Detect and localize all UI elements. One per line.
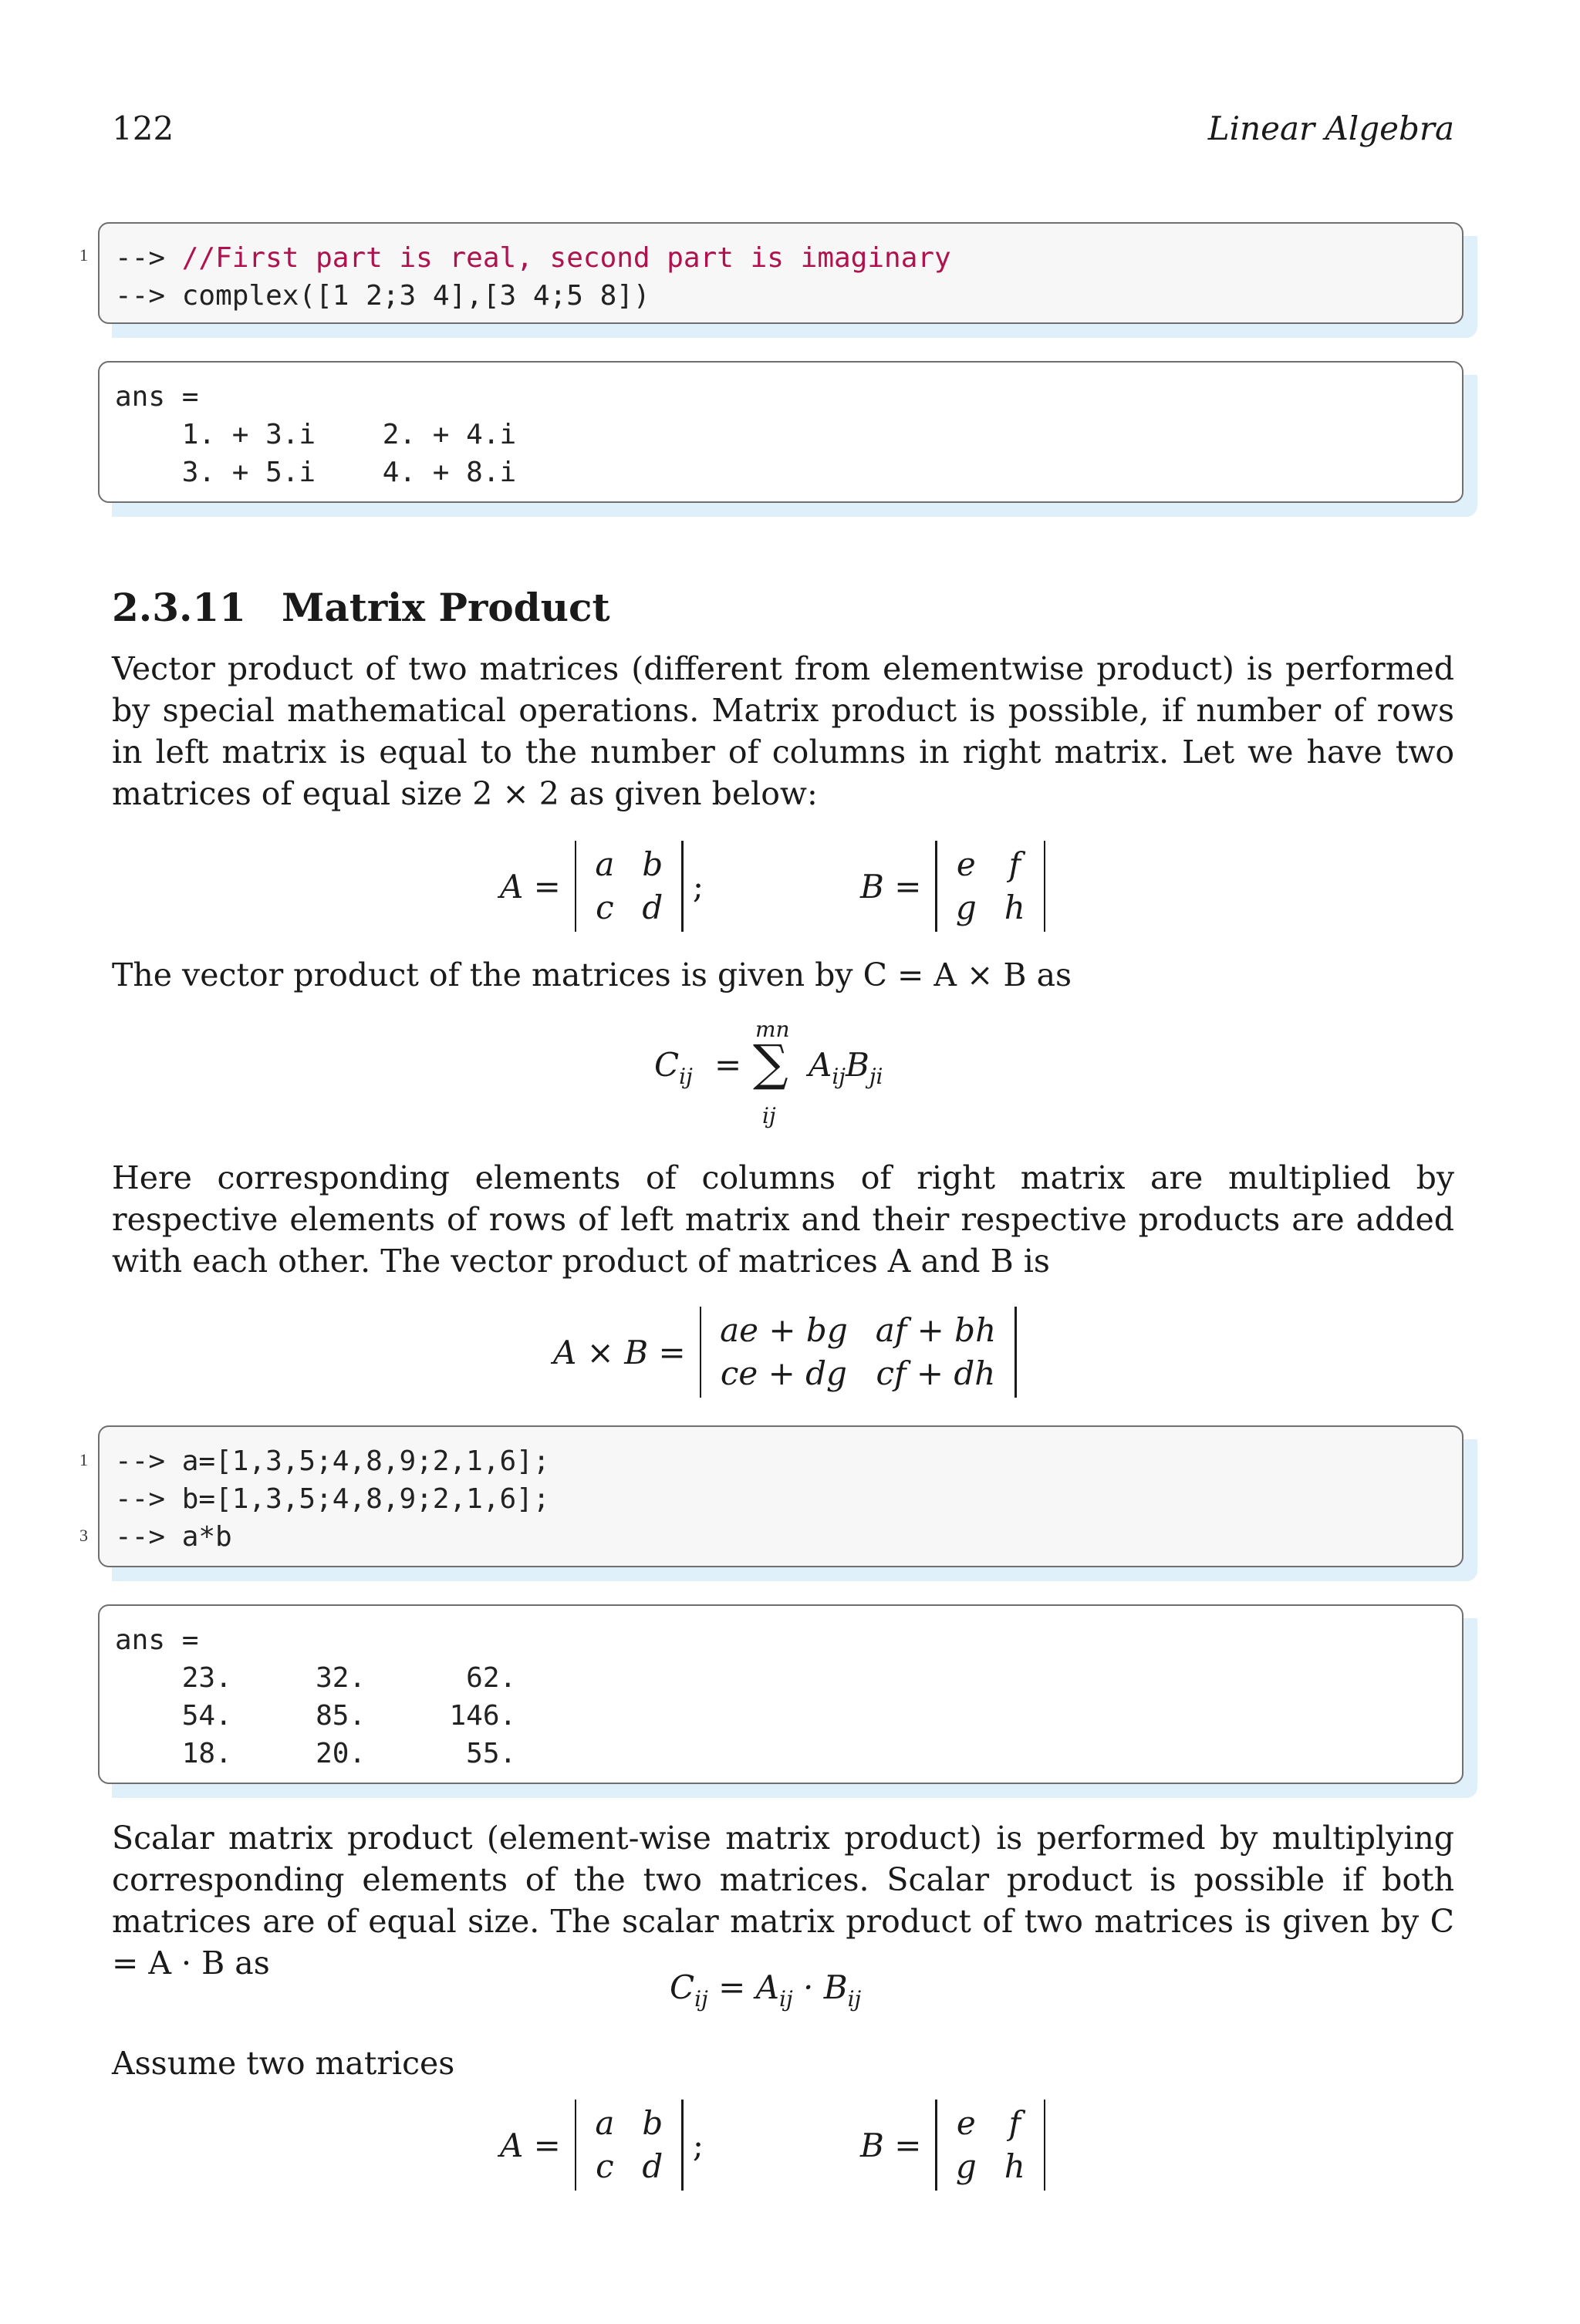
matrix-product-result: A × B = ae + bg af + bh ce + dg cf + dh xyxy=(553,1307,1017,1398)
formula-scalar-product: $C_{ij} = A_{ij} \cdot B_{ij}$ xyxy=(670,1968,862,2012)
output-text: ans = 23. 32. 62. 54. 85. 146. 18. 20. 55. xyxy=(115,1624,517,1769)
code-statement: complex([1 2;3 4],[3 4;5 8]) xyxy=(181,280,650,312)
section-title: Matrix Product xyxy=(282,585,610,630)
output-block-complex xyxy=(98,361,1464,503)
section-number: 2.3.11 xyxy=(112,585,246,630)
page-number: 122 xyxy=(112,110,174,147)
matrix-a-second: A = a b c d ; xyxy=(500,2100,704,2191)
code-block-matrix-product xyxy=(98,1425,1464,1567)
section-heading xyxy=(112,585,610,630)
code-lines: --> //First part is real, second part is imaginary --> complex([1 2;3 4],[3 4;5 8]) xyxy=(115,242,951,312)
line-number: 1 xyxy=(79,1450,88,1469)
paragraph-explanation: Here corresponding elements of columns of right matrix are multiplied by respective elements of rows of left matrix and their respective products are added with each other. The vector product of matrices A and B is xyxy=(112,1159,1454,1280)
code-lines: --> a=[1,3,5;4,8,9;2,1,6]; --> b=[1,3,5;4,8,9;2,1,6]; --> a*b xyxy=(115,1445,550,1553)
matrix-b: B = e f g h xyxy=(860,841,1045,932)
paragraph-intro: Vector product of two matrices (different from elementwise product) is performed by special mathematical operations. Matrix product is possible, if number of rows in left matrix is equal to the number of columns in right matrix. Let we have two matrices of equal size 2 × 2 as given below: xyxy=(112,650,1454,812)
formula-summation: $C_{ij}$ = mn ∑ ij $A_{ij}B_{ji}$ xyxy=(654,1017,883,1128)
matrix-b-second: B = e f g h xyxy=(860,2100,1045,2191)
paragraph-assume: Assume two matrices xyxy=(112,2045,455,2082)
output-text: ans = 1. + 3.i 2. + 4.i 3. + 5.i 4. + 8.i xyxy=(115,381,517,488)
paragraph-scalar-product: Scalar matrix product (element-wise matrix product) is performed by multiplying corresponding elements of the two matrices. Scalar product is possible if both matrices are of equal size. The scalar matrix product of two matrices is given by C = A · B as xyxy=(112,1820,1454,1982)
output-block-matrix-product xyxy=(98,1604,1464,1784)
line-number: 3 xyxy=(79,1526,88,1545)
running-title: Linear Algebra xyxy=(1207,110,1454,147)
line-number: 1 xyxy=(79,245,88,265)
matrix-a: A = a b c d ; xyxy=(500,841,704,932)
paragraph-vector-product: The vector product of the matrices is given by C = A × B as xyxy=(112,956,1072,993)
code-comment: //First part is real, second part is imaginary xyxy=(181,242,951,274)
code-block-complex xyxy=(98,222,1464,324)
